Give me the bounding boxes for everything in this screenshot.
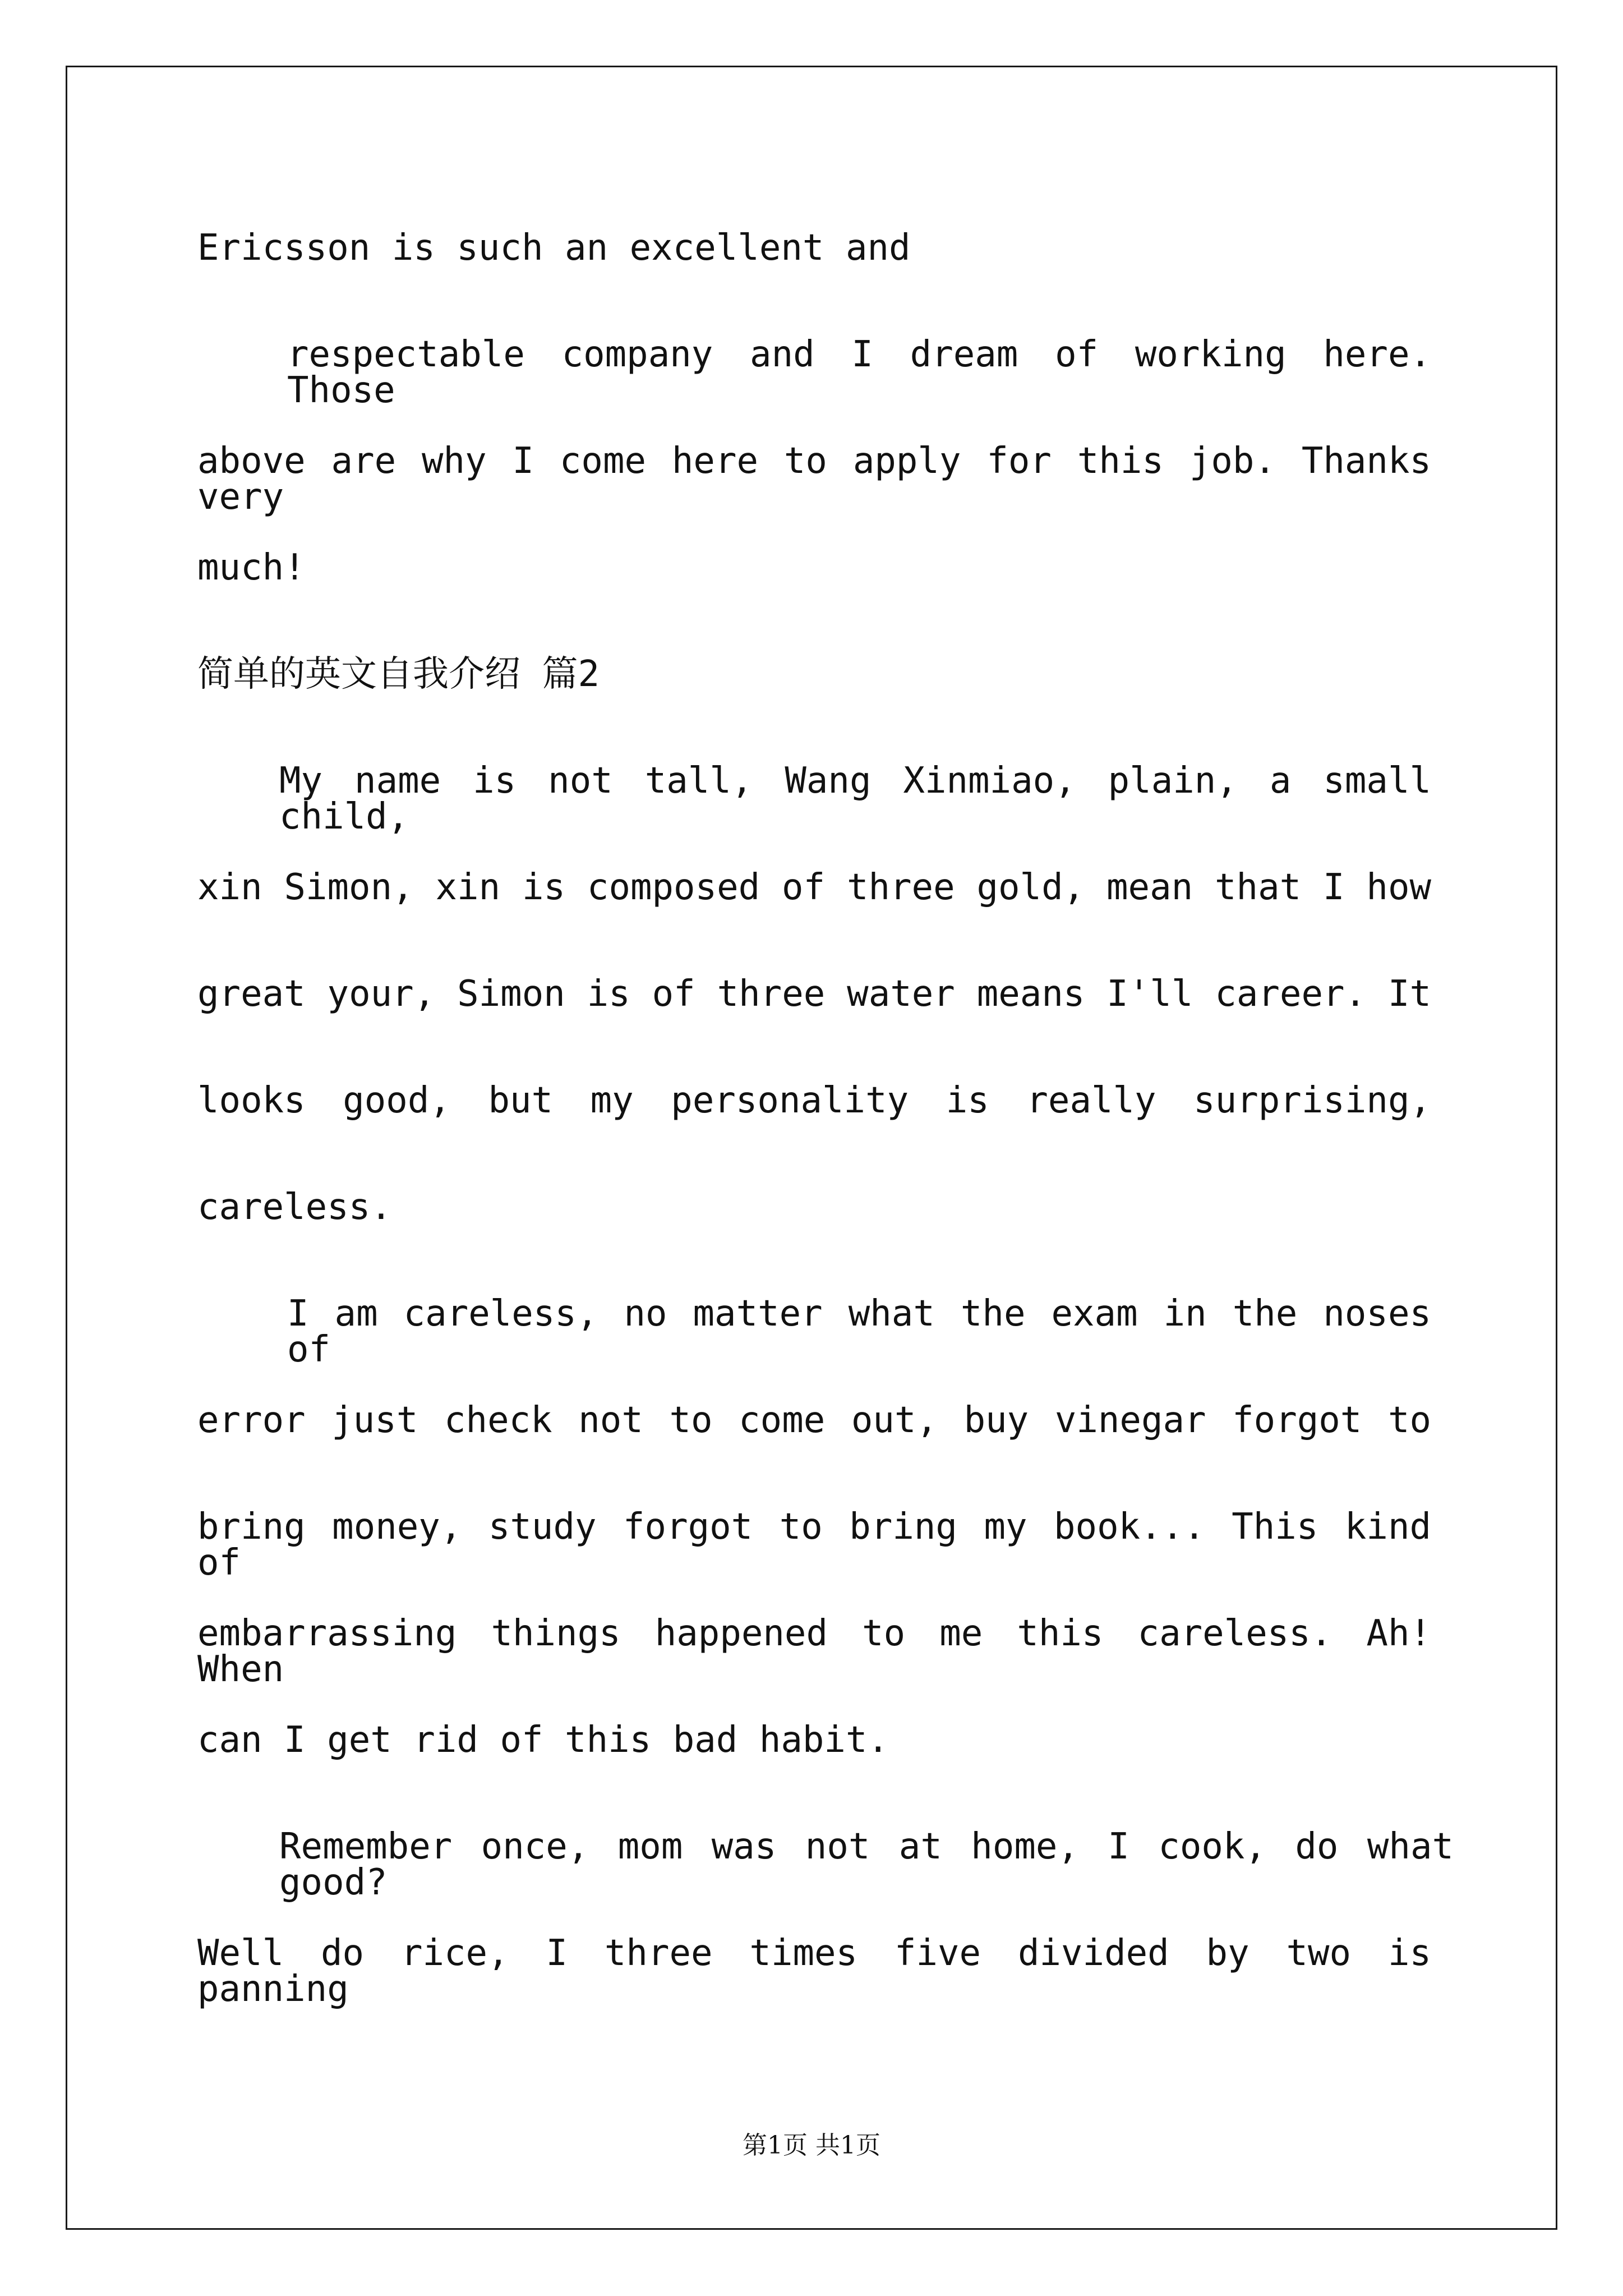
paragraph1-line1: Ericsson is such an excellent and	[197, 227, 911, 269]
paragraph1-line4: much!	[197, 547, 306, 588]
paragraph1-line2: respectable company and I dream of working here. Those	[287, 334, 1431, 411]
paragraph2-line3: great your, Simon is of three water means I'll career. It	[197, 973, 1431, 1015]
paragraph2-line4: looks good, but my personality is really surprising,	[197, 1080, 1431, 1121]
paragraph3-line3: bring money, study forgot to bring my book... This kind of	[197, 1506, 1431, 1584]
paragraph3-line1: I am careless, no matter what the exam in the noses of	[287, 1293, 1431, 1370]
paragraph2-line2: xin Simon, xin is composed of three gold, mean that I how	[197, 867, 1431, 908]
paragraph1-line3: above are why I come here to apply for this job. Thanks very	[197, 440, 1431, 518]
section-heading: 简单的英文自我介绍 篇2	[197, 654, 600, 695]
paragraph4-line1: Remember once, mom was not at home, I cook, do what good?	[279, 1826, 1454, 1903]
paragraph3-line2: error just check not to come out, buy vinegar forgot to	[197, 1400, 1431, 1441]
paragraph3-line4: embarrassing things happened to me this careless. Ah! When	[197, 1613, 1431, 1690]
paragraph2-line5: careless.	[197, 1186, 392, 1228]
page-number-footer: 第1页 共1页	[743, 2131, 880, 2160]
paragraph2-line1: My name is not tall, Wang Xinmiao, plain, a small child,	[279, 760, 1431, 838]
paragraph3-line5: can I get rid of this bad habit.	[197, 1719, 889, 1761]
paragraph4-line2: Well do rice, I three times five divided by two is panning	[197, 1932, 1431, 2010]
